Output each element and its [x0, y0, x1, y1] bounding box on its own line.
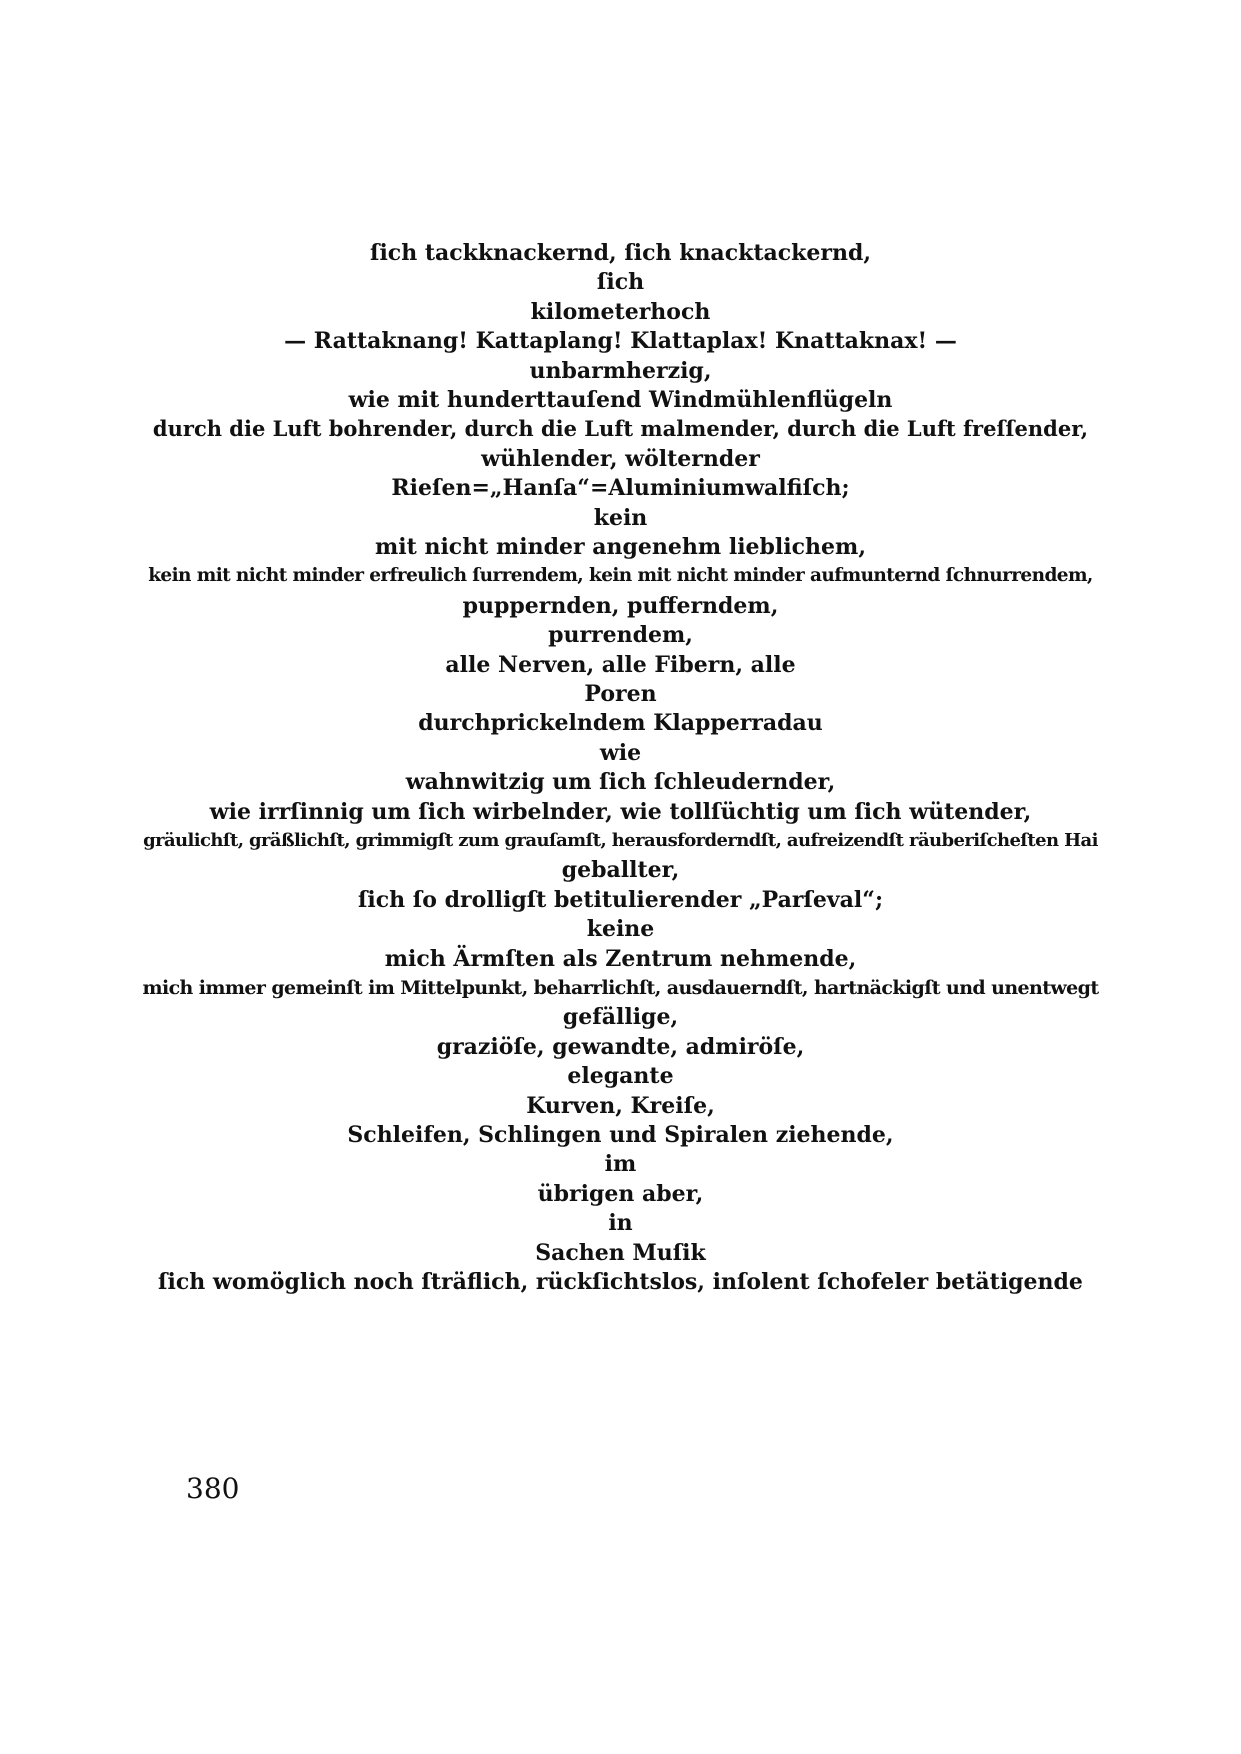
poem-line: ſich: [596, 269, 645, 296]
poem-line: mit nicht minder angenehm lieblichem,: [375, 534, 866, 560]
poem-line: Kurven, Kreiſe,: [526, 1092, 715, 1119]
poem-line: — Rattaknang! Kattaplang! Klattaplax! Knattaknax! —: [284, 328, 957, 355]
poem-line: mich immer gemeinſt im Mittelpunkt, beharrlichſt, ausdauerndſt, hartnäckigſt und unentwegt: [142, 977, 1099, 999]
poem-line: Rieſen=„Hanſa“=Aluminiumwalfiſch;: [391, 475, 850, 502]
poem-line: gefällige,: [562, 1004, 679, 1031]
poem-line: keine: [586, 916, 655, 943]
poem-line: durchprickelndem Klapperradau: [418, 710, 823, 737]
page-number: 380: [186, 1472, 240, 1505]
poem-line: Poren: [584, 681, 657, 707]
poem-line: kein: [593, 504, 648, 531]
poem-line: gräulichſt, gräßlichſt, grimmigſt zum grauſamſt, herausforderndſt, aufreizendſt räuberiſcheſten Hai: [143, 830, 1098, 851]
poem-line: wühlender, wölternder: [481, 445, 760, 472]
poem-line: ſich womöglich noch ſträflich, rückſichtslos, inſolent ſchofeler betätigende: [158, 1269, 1083, 1295]
poem-line: Schleifen, Schlingen und Spiralen ziehende,: [347, 1122, 894, 1148]
poem-line: purrendem,: [548, 622, 693, 649]
poem-line: wie mit hunderttauſend Windmühlenflügeln: [348, 387, 893, 413]
poem-line: geballter,: [561, 857, 680, 884]
poem-line: wie: [599, 739, 642, 766]
poem-line: kilometerhoch: [530, 298, 711, 325]
poem-line: übrigen aber,: [537, 1180, 704, 1207]
poem-line: puppernden, pufferndem,: [462, 592, 779, 619]
poem-line: durch die Luft bohrender, durch die Luft malmender, durch die Luft freſſender,: [152, 416, 1089, 442]
poem-line: unbarmherzig,: [529, 357, 712, 384]
poem-line: in: [608, 1210, 633, 1237]
poem-line: Sachen Muſik: [535, 1239, 706, 1266]
poem-line: kein mit nicht minder erfreulich ſurrendem, kein mit nicht minder aufmunternd ſchnurrendem,: [148, 565, 1093, 587]
poem-line: ſich ſo drolligſt betitulierender „Parſeval“;: [357, 886, 884, 913]
poem-line: graziöſe, gewandte, admiröſe,: [436, 1033, 805, 1060]
poem-line: ſich tackknackernd, ſich knacktackernd,: [369, 240, 872, 266]
poem-line: wie irrſinnig um ſich wirbelnder, wie tollſüchtig um ſich wütender,: [209, 798, 1032, 825]
poem-line: im: [604, 1151, 637, 1178]
poem-line: mich Ärmſten als Zentrum nehmende,: [384, 945, 857, 972]
poem-line: elegante: [567, 1063, 674, 1090]
poem-line: alle Nerven, alle Fibern, alle: [445, 651, 796, 678]
poem-line: wahnwitzig um ſich ſchleudernder,: [405, 769, 836, 796]
